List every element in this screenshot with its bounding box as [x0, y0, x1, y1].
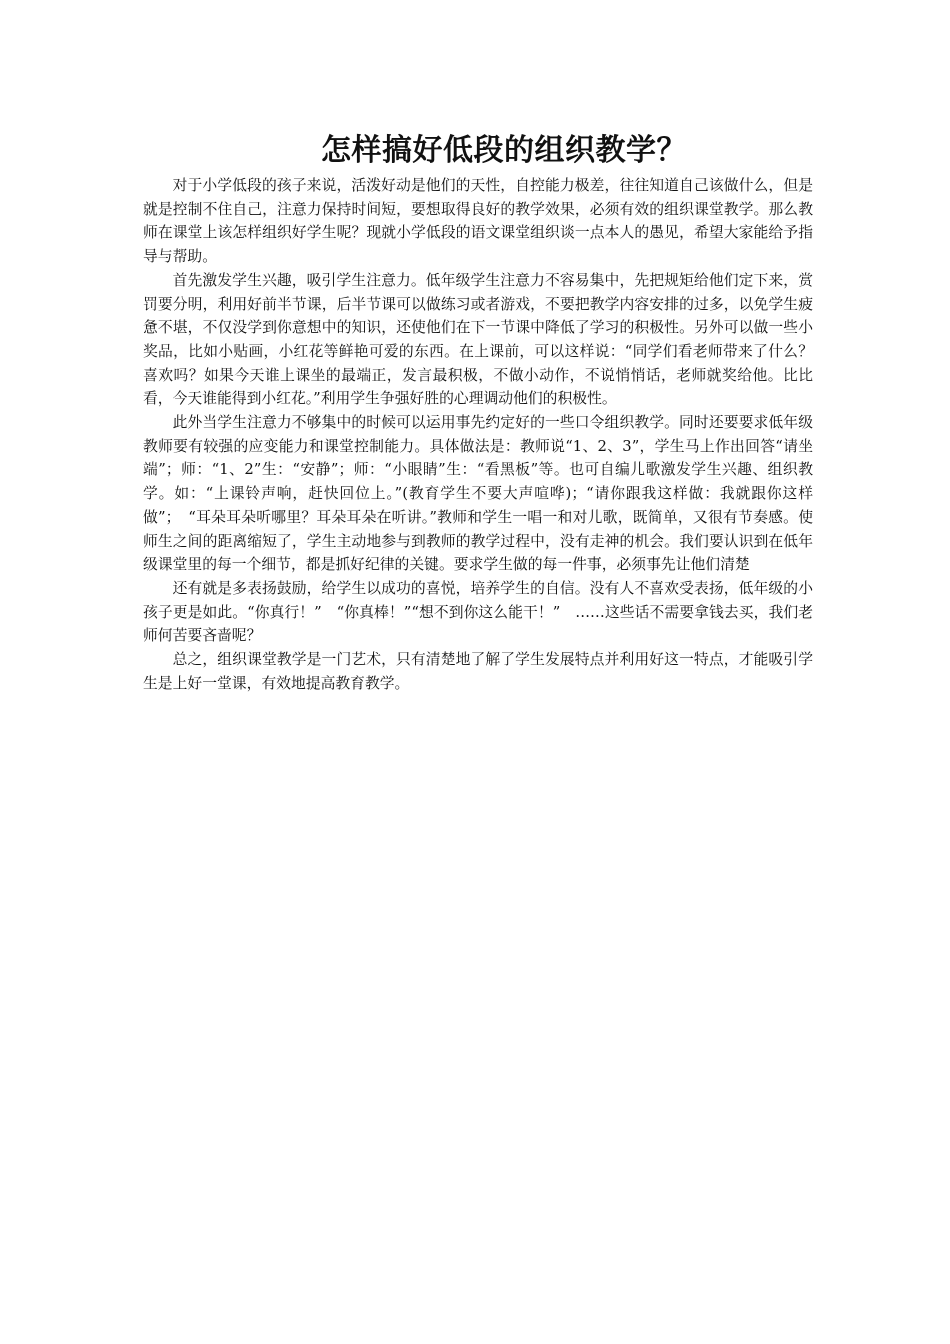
paragraph-conclusion: 总之，组织课堂教学是一门艺术，只有清楚地了解了学生发展特点并利用好这一特点，才能吸引学生是上好一堂课，有效地提高教育教学。	[143, 651, 813, 692]
paragraph-commands: 此外当学生注意力不够集中的时候可以运用事先约定好的一些口令组织教学。同时还要要求低年级教师要有较强的应变能力和课堂控制能力。具体做法是：教师说“1、2、3”，学生马上作出回答“请坐端”；师：“1、2”生：“安静”；师：“小眼睛”生：“看黑板”等。也可自编儿歌激发学生兴趣、组织教学。如：“上课铃声响，赶快回位上。”(教育学生不要大声喧哗)；“请你跟我这样做：我就跟你这样做”； “耳朵耳朵听哪里？耳朵耳朵在听讲。”教师和学生一唱一和对儿歌，既简单，又很有节奏感。使师生之间的距离缩短了，学生主动地参与到教师的教学过程中，没有走神的机会。我们要认识到在低年级课堂里的每一个细节，都是抓好纪律的关键。要求学生做的每一件事，必须事先让他们清楚	[143, 414, 813, 574]
document-page	[143, 128, 813, 695]
paragraph-interest: 首先激发学生兴趣，吸引学生注意力。低年级学生注意力不容易集中，先把规矩给他们定下来，赏罚要分明，利用好前半节课，后半节课可以做练习或者游戏，不要把教学内容安排的过多，以免学生疲惫不堪，不仅没学到你意想中的知识，还使他们在下一节课中降低了学习的积极性。另外可以做一些小奖品，比如小贴画，小红花等鲜艳可爱的东西。在上课前，可以这样说：“同学们看老师带来了什么？喜欢吗？如果今天谁上课坐的最端正，发言最积极，不做小动作，不说悄悄话，老师就奖给他。比比看，今天谁能得到小红花。”利用学生争强好胜的心理调动他们的积极性。	[143, 271, 813, 408]
paragraph-intro: 对于小学低段的孩子来说，活泼好动是他们的天性，自控能力极差，往往知道自己该做什么，但是就是控制不住自己，注意力保持时间短，要想取得良好的教学效果，必须有效的组织课堂教学。那么教师在课堂上该怎样组织好学生呢？现就小学低段的语文课堂组织谈一点本人的愚见，希望大家能给予指导与帮助。	[143, 177, 813, 266]
document-title: 怎样搞好低段的组织教学？	[321, 133, 687, 168]
paragraph-praise: 还有就是多表扬鼓励，给学生以成功的喜悦，培养学生的自信。没有人不喜欢受表扬，低年级的小孩子更是如此。“你真行！” “你真棒！”“想不到你这么能干！” ……这些话不需要拿钱去买，我们老师何苦要吝啬呢？	[143, 579, 813, 645]
